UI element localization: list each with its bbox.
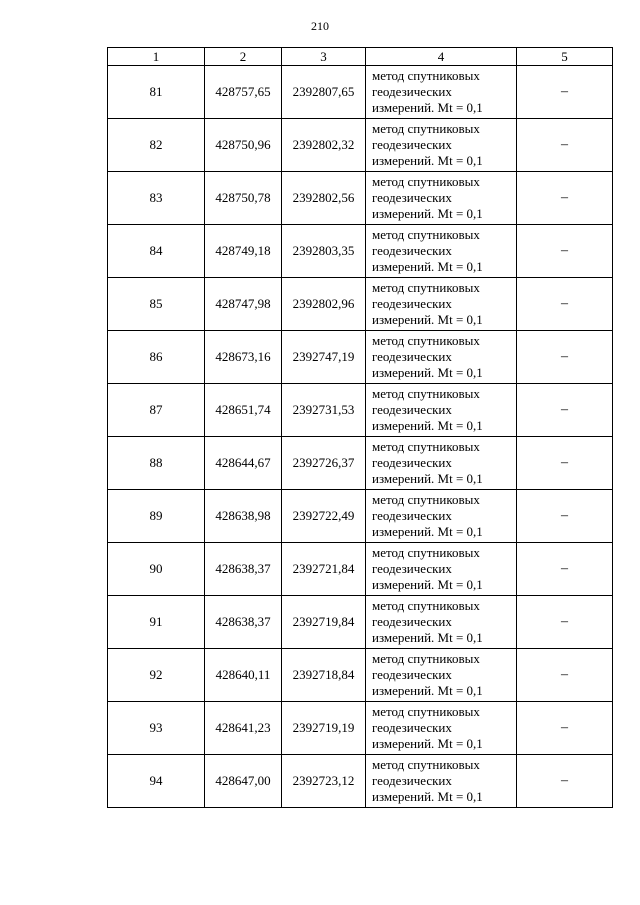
point-number-cell: 86 (108, 331, 205, 384)
column-header-5: 5 (517, 48, 613, 66)
y-coordinate-cell: 2392726,37 (282, 437, 366, 490)
method-line-1: метод спутниковых (372, 651, 480, 666)
y-coordinate-cell: 2392807,65 (282, 66, 366, 119)
method-line-1: метод спутниковых (372, 757, 480, 772)
x-coordinate-cell: 428644,67 (205, 437, 282, 490)
method-line-3: измерений. Mt = 0,1 (372, 100, 483, 115)
x-coordinate-cell: 428638,37 (205, 543, 282, 596)
method-line-3: измерений. Mt = 0,1 (372, 736, 483, 751)
method-line-3: измерений. Mt = 0,1 (372, 471, 483, 486)
method-line-2: геодезических (372, 349, 452, 364)
y-coordinate-cell: 2392802,96 (282, 278, 366, 331)
method-cell (366, 755, 517, 808)
x-coordinate-cell: 428651,74 (205, 384, 282, 437)
x-coordinate-cell: 428638,37 (205, 596, 282, 649)
x-coordinate-cell: 428638,98 (205, 490, 282, 543)
x-coordinate-cell: 428640,11 (205, 649, 282, 702)
y-coordinate-cell: 2392747,19 (282, 331, 366, 384)
x-coordinate-cell: 428750,78 (205, 172, 282, 225)
table-row (108, 66, 613, 119)
y-coordinate-cell: 2392719,19 (282, 702, 366, 755)
page-number: 210 (311, 19, 329, 33)
method-line-1: метод спутниковых (372, 598, 480, 613)
point-number-cell: 81 (108, 66, 205, 119)
x-coordinate-cell: 428757,65 (205, 66, 282, 119)
point-number-cell: 88 (108, 437, 205, 490)
point-number-cell: 87 (108, 384, 205, 437)
method-line-3: измерений. Mt = 0,1 (372, 153, 483, 168)
y-coordinate-cell: 2392802,32 (282, 119, 366, 172)
note-cell: – (517, 437, 613, 490)
y-coordinate-cell: 2392723,12 (282, 755, 366, 808)
method-line-1: метод спутниковых (372, 545, 480, 560)
y-coordinate-cell: 2392803,35 (282, 225, 366, 278)
method-cell (366, 437, 517, 490)
note-cell: – (517, 278, 613, 331)
point-number-cell: 83 (108, 172, 205, 225)
table-row (108, 384, 613, 437)
method-cell (366, 596, 517, 649)
method-cell (366, 172, 517, 225)
method-line-1: метод спутниковых (372, 439, 480, 454)
method-cell (366, 649, 517, 702)
method-line-3: измерений. Mt = 0,1 (372, 683, 483, 698)
column-header-2: 2 (205, 48, 282, 66)
note-cell: – (517, 172, 613, 225)
point-number-cell: 85 (108, 278, 205, 331)
table-row (108, 172, 613, 225)
y-coordinate-cell: 2392718,84 (282, 649, 366, 702)
method-line-1: метод спутниковых (372, 492, 480, 507)
method-cell (366, 225, 517, 278)
x-coordinate-cell: 428747,98 (205, 278, 282, 331)
point-number-cell: 84 (108, 225, 205, 278)
note-cell: – (517, 384, 613, 437)
table-row (108, 543, 613, 596)
method-line-1: метод спутниковых (372, 174, 480, 189)
method-line-3: измерений. Mt = 0,1 (372, 577, 483, 592)
point-number-cell: 94 (108, 755, 205, 808)
table-row (108, 278, 613, 331)
method-line-2: геодезических (372, 720, 452, 735)
method-cell (366, 490, 517, 543)
method-line-1: метод спутниковых (372, 68, 480, 83)
note-cell: – (517, 596, 613, 649)
note-cell: – (517, 755, 613, 808)
y-coordinate-cell: 2392719,84 (282, 596, 366, 649)
y-coordinate-cell: 2392721,84 (282, 543, 366, 596)
method-line-2: геодезических (372, 243, 452, 258)
column-header-4: 4 (366, 48, 517, 66)
table-row (108, 225, 613, 278)
method-line-3: измерений. Mt = 0,1 (372, 206, 483, 221)
y-coordinate-cell: 2392722,49 (282, 490, 366, 543)
point-number-cell: 93 (108, 702, 205, 755)
note-cell: – (517, 649, 613, 702)
method-line-3: измерений. Mt = 0,1 (372, 524, 483, 539)
x-coordinate-cell: 428749,18 (205, 225, 282, 278)
point-number-cell: 82 (108, 119, 205, 172)
point-number-cell: 91 (108, 596, 205, 649)
column-header-3: 3 (282, 48, 366, 66)
method-line-2: геодезических (372, 667, 452, 682)
method-line-1: метод спутниковых (372, 121, 480, 136)
method-line-2: геодезических (372, 402, 452, 417)
table-row (108, 755, 613, 808)
method-cell (366, 702, 517, 755)
table-row (108, 490, 613, 543)
point-number-cell: 90 (108, 543, 205, 596)
method-line-3: измерений. Mt = 0,1 (372, 418, 483, 433)
method-line-3: измерений. Mt = 0,1 (372, 259, 483, 274)
method-line-2: геодезических (372, 296, 452, 311)
method-line-2: геодезических (372, 614, 452, 629)
table-header-row (108, 48, 613, 66)
point-number-cell: 92 (108, 649, 205, 702)
method-line-2: геодезических (372, 190, 452, 205)
point-number-cell: 89 (108, 490, 205, 543)
method-line-3: измерений. Mt = 0,1 (372, 312, 483, 327)
table-row (108, 702, 613, 755)
x-coordinate-cell: 428750,96 (205, 119, 282, 172)
note-cell: – (517, 702, 613, 755)
method-cell (366, 331, 517, 384)
method-line-1: метод спутниковых (372, 227, 480, 242)
table-row (108, 331, 613, 384)
x-coordinate-cell: 428647,00 (205, 755, 282, 808)
method-cell (366, 278, 517, 331)
method-line-2: геодезических (372, 84, 452, 99)
column-header-1: 1 (108, 48, 205, 66)
method-cell (366, 543, 517, 596)
table-row (108, 649, 613, 702)
method-cell (366, 119, 517, 172)
method-line-3: измерений. Mt = 0,1 (372, 630, 483, 645)
table-row (108, 596, 613, 649)
table-row (108, 119, 613, 172)
method-line-2: геодезических (372, 508, 452, 523)
method-line-2: геодезических (372, 561, 452, 576)
table-row (108, 437, 613, 490)
note-cell: – (517, 225, 613, 278)
method-line-3: измерений. Mt = 0,1 (372, 365, 483, 380)
method-line-1: метод спутниковых (372, 280, 480, 295)
y-coordinate-cell: 2392731,53 (282, 384, 366, 437)
method-line-2: геодезических (372, 455, 452, 470)
method-line-3: измерений. Mt = 0,1 (372, 789, 483, 804)
note-cell: – (517, 331, 613, 384)
method-line-2: геодезических (372, 137, 452, 152)
x-coordinate-cell: 428641,23 (205, 702, 282, 755)
note-cell: – (517, 119, 613, 172)
method-cell (366, 384, 517, 437)
x-coordinate-cell: 428673,16 (205, 331, 282, 384)
y-coordinate-cell: 2392802,56 (282, 172, 366, 225)
method-line-1: метод спутниковых (372, 704, 480, 719)
note-cell: – (517, 543, 613, 596)
note-cell: – (517, 490, 613, 543)
method-line-1: метод спутниковых (372, 333, 480, 348)
note-cell: – (517, 66, 613, 119)
method-cell (366, 66, 517, 119)
method-line-1: метод спутниковых (372, 386, 480, 401)
coordinates-table (107, 47, 613, 808)
method-line-2: геодезических (372, 773, 452, 788)
table-body (108, 66, 613, 808)
